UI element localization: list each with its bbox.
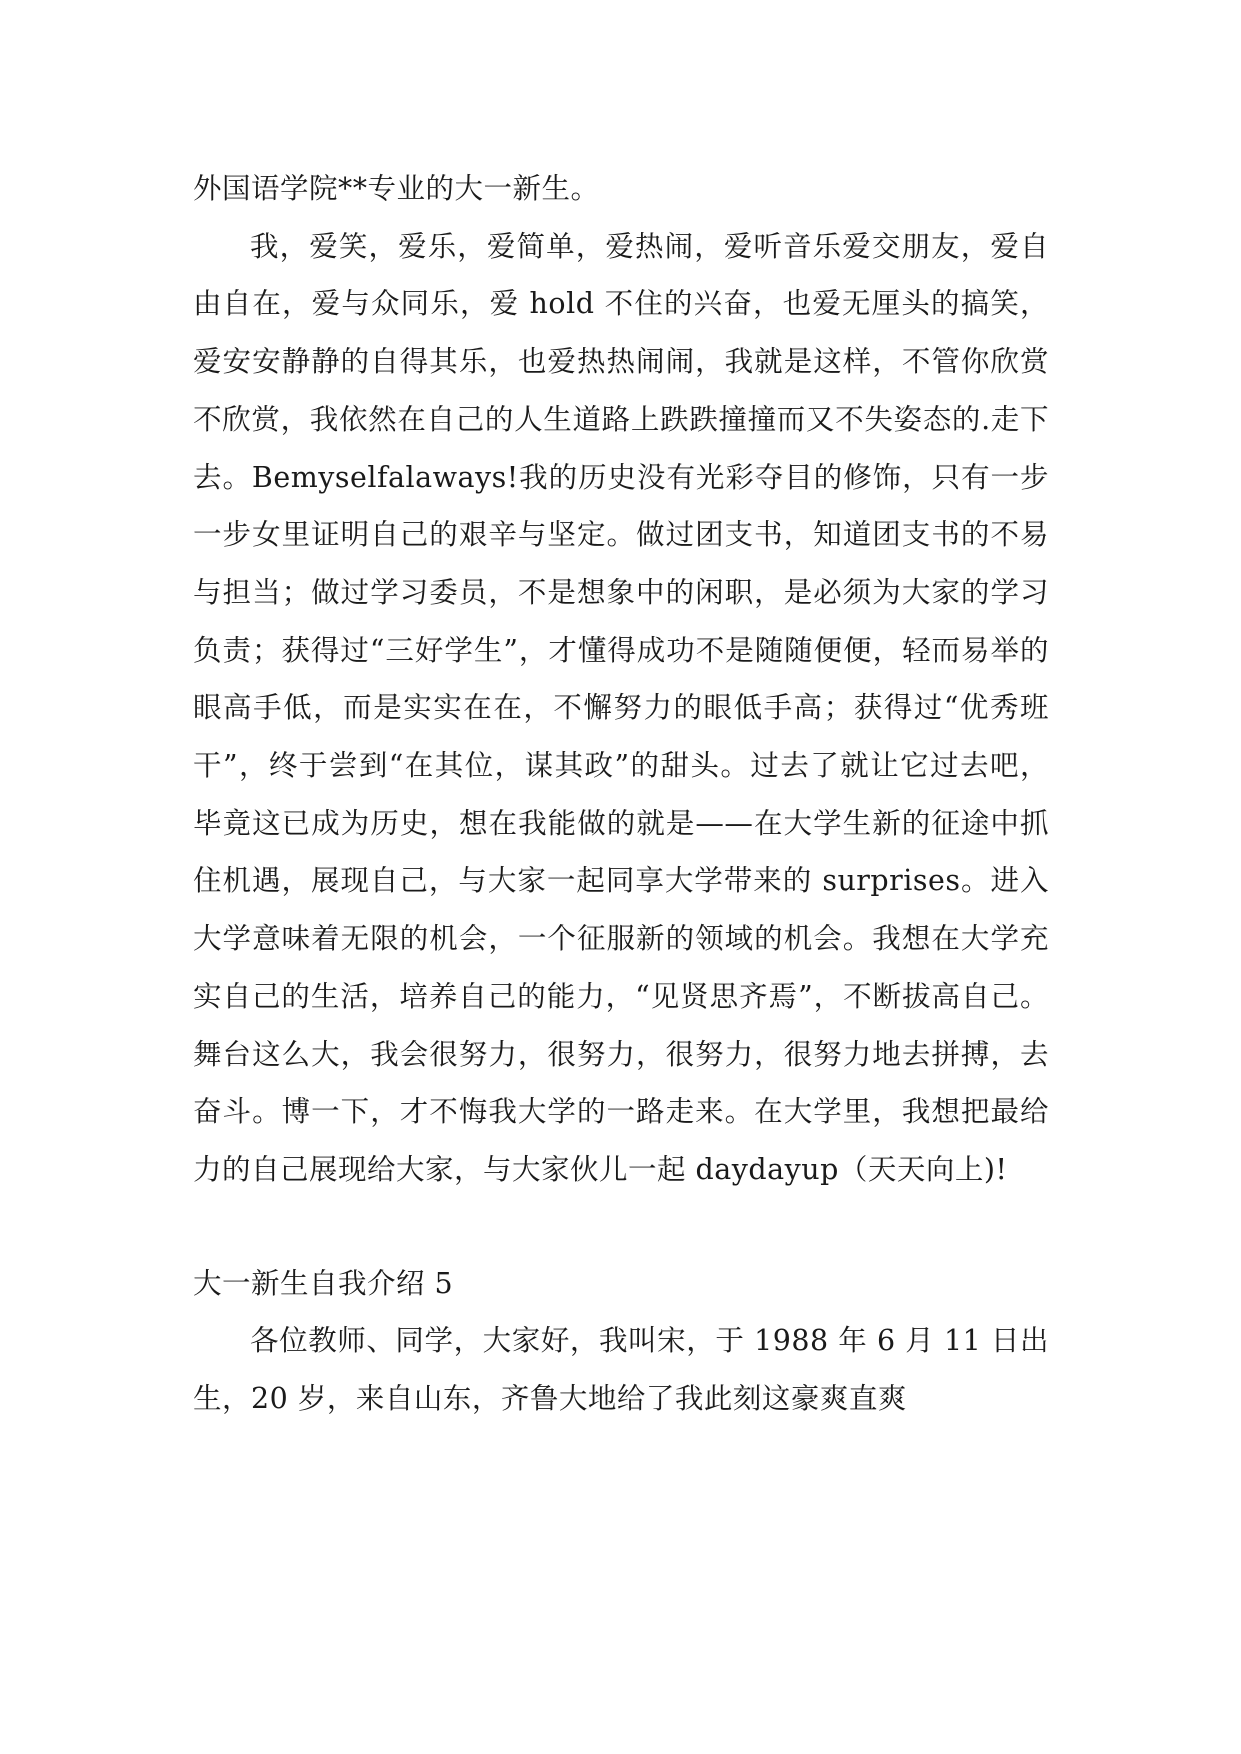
document-body bbox=[193, 160, 1049, 1428]
paragraph-self-description: 我，爱笑，爱乐，爱简单，爱热闹，爱听音乐爱交朋友，爱自由自在，爱与众同乐，爱 hold 不住的兴奋，也爱无厘头的搞笑，爱安安静静的自得其乐，也爱热热闹闹，我就是这样，不管你欣赏不欣赏，我依然在自己的人生道路上跌跌撞撞而又不失姿态的.走下去。Bemyselfalaways!我的历史没有光彩夺目的修饰，只有一步一步女里证明自己的艰辛与坚定。做过团支书，知道团支书的不易与担当；做过学习委员，不是想象中的闲职，是必须为大家的学习负责；获得过“三好学生”，才懂得成功不是随随便便，轻而易举的眼高手低，而是实实在在，不懈努力的眼低手高；获得过“优秀班干”，终于尝到“在其位，谋其政”的甜头。过去了就让它过去吧，毕竟这已成为历史，想在我能做的就是——在大学生新的征途中抓住机遇，展现自己，与大家一起同享大学带来的 surprises。进入大学意味着无限的机会，一个征服新的领域的机会。我想在大学充实自己的生活，培养自己的能力，“见贤思齐焉”，不断拔高自己。舞台这么大，我会很努力，很努力，很努力，很努力地去拼搏，去奋斗。博一下，才不悔我大学的一路走来。在大学里，我想把最给力的自己展现给大家，与大家伙儿一起 daydayup（天天向上)! bbox=[193, 229, 1049, 1186]
paragraph-continuation: 外国语学院**专业的大一新生。 bbox=[193, 172, 600, 205]
section-heading: 大一新生自我介绍 5 bbox=[193, 1266, 454, 1300]
paragraph-introduction: 各位教师、同学，大家好，我叫宋，于 1988 年 6 月 11 日出生，20 岁，来自山东，齐鲁大地给了我此刻这豪爽直爽 bbox=[193, 1324, 1049, 1416]
